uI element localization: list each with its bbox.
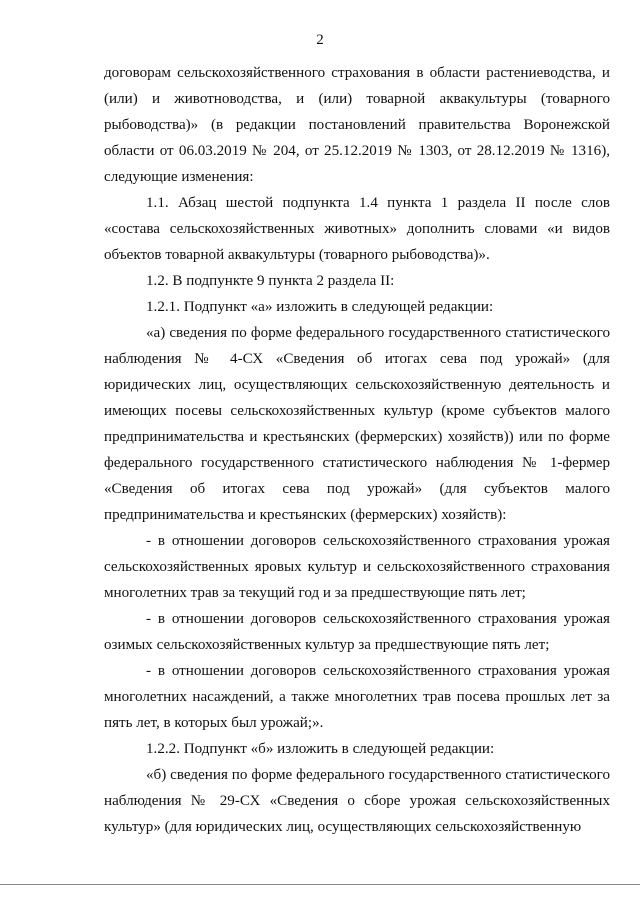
document-body <box>104 60 610 840</box>
paragraph-subitem-a: «а) сведения по форме федерального государственного статистического наблюдения № 4-СХ «Сведения об итогах сева под урожай» (для юридических лиц, осуществляющих сельскохозяйственную деятельность и имеющих посевы сельскохозяйственных культур (кроме субъектов малого предпринимательства и крестьянских (фермерских) хозяйств)) или по форме федерального государственного статистического наблюдения № 1-фермер «Сведения об итогах сева под урожай» (для субъектов малого предпринимательства и крестьянских (фермерских) хозяйств): <box>104 325 610 523</box>
list-item-spring-crops: - в отношении договоров сельскохозяйственного страхования урожая сельскохозяйственных яровых культур и сельскохозяйственного страхования многолетних трав за текущий год и за предшествующие пять лет; <box>104 533 610 601</box>
scan-edge-line <box>0 884 640 885</box>
page-number: 2 <box>316 32 324 48</box>
list-item-perennial-plantings: - в отношении договоров сельскохозяйственного страхования урожая многолетних насаждений, а также многолетних трав посева прошлых лет за пять лет, в которых был урожай;». <box>104 663 610 731</box>
paragraph-subitem-b: «б) сведения по форме федерального государственного статистического наблюдения № 29-СХ «Сведения о сборе урожая сельскохозяйственных культур» (для юридических лиц, осуществляющих сельскохозяйственную <box>104 767 610 835</box>
paragraph-intro-continuation: договорам сельскохозяйственного страхования в области растениеводства, и (или) и животноводства, и (или) товарной аквакультуры (товарного рыбоводства)» (в редакции постановлений правительства Воронежской области от 06.03.2019 № 204, от 25.12.2019 № 1303, от 28.12.2019 № 1316), следующие изменения: <box>104 65 610 185</box>
paragraph-1-2-1: 1.2.1. Подпункт «а» изложить в следующей редакции: <box>146 299 494 315</box>
paragraph-1-2: 1.2. В подпункте 9 пункта 2 раздела II: <box>146 273 395 289</box>
list-item-winter-crops: - в отношении договоров сельскохозяйственного страхования урожая озимых сельскохозяйственных культур за предшествующие пять лет; <box>104 611 610 653</box>
paragraph-1-1: 1.1. Абзац шестой подпункта 1.4 пункта 1 раздела II после слов «состава сельскохозяйственных животных» дополнить словами «и видов объектов товарной аквакультуры (товарного рыбоводства)». <box>104 195 610 263</box>
paragraph-1-2-2: 1.2.2. Подпункт «б» изложить в следующей редакции: <box>146 741 495 757</box>
